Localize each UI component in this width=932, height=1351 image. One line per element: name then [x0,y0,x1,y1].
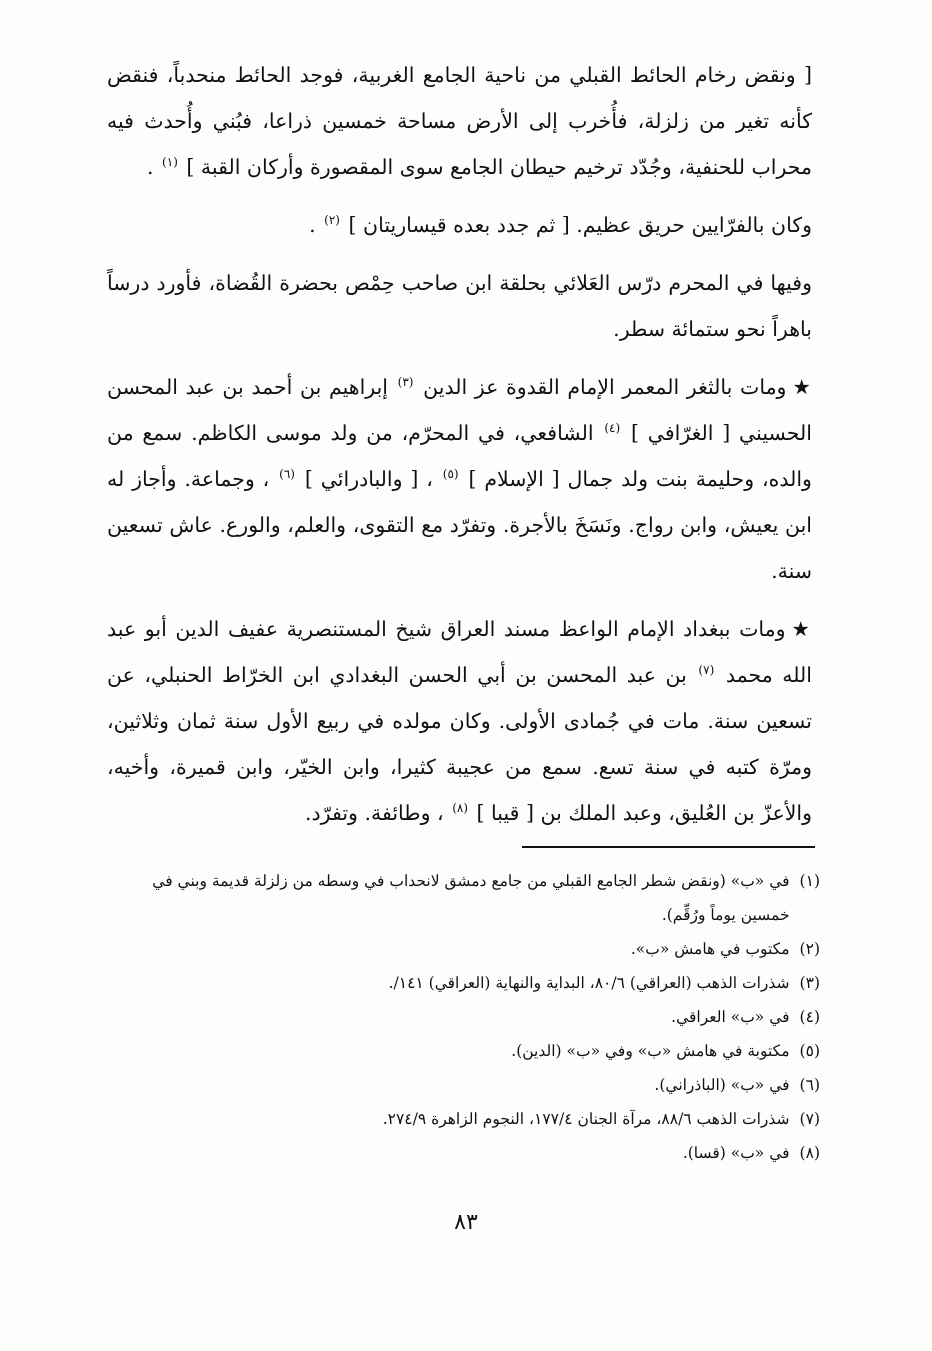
text-segment: ، [ والبادرائي ] [304,467,433,491]
footnote-divider [522,846,815,848]
text-segment: ومات بالثغر المعمر الإمام القدوة عز الدين [423,375,787,399]
page-number: ٨٣ [454,1210,478,1235]
footnote-text: مكتوبة في هامش «ب» وفي «ب» (الدين). [511,1042,790,1060]
footnote-item [110,932,820,966]
footnote-number: (٦) [799,1076,820,1094]
footnote-number: (٧) [799,1110,820,1128]
text-segment: وكان بالفرّايين حريق عظيم. [ ثم جدد بعده قيساريتان ] [348,213,812,237]
text-segment: الشافعي، في المحرّم، من ولد موسى الكاظم. سمع من والده، وحليمة بنت ولد جمال [ الإسلام ] [107,421,812,491]
footnote-reference[interactable]: (٢) [324,213,340,228]
star-marker: ★ [792,375,812,399]
footnote-item [110,1068,820,1102]
paragraph [107,364,812,594]
footnote-item [110,1102,820,1136]
footnote-item [110,1000,820,1034]
footnote-item [110,1136,820,1170]
footnote-number: (٤) [799,1008,820,1026]
footnote-text: في «ب» (ونقض شطر الجامع القبلي من جامع دمشق لانحداب في وسطه من زلزلة قديمة وبني في خمسين يوماً ورُقِّم). [152,872,790,924]
footnote-reference[interactable]: (٧) [698,663,715,678]
text-segment: ، وجماعة. وأجاز له ابن يعيش، وابن رواج. ونَسَخَ بالأجرة. وتفرّد مع التقوى، والعلم، والورع. عاش تسعين سنة. [107,467,812,583]
text-segment: ومات ببغداد الإمام الواعظ مسند العراق شيخ المستنصرية عفيف الدين أبو عبد الله محمد [107,617,812,687]
text-segment: بن عبد المحسن بن أبي الحسن البغدادي ابن الخرّاط الحنبلي، عن تسعين سنة. مات في جُمادى الأولى. وكان مولده في ربيع الأول سنة ثمان وثلاثين، ومرّة كتبه في سنة تسع. سمع من عجيبة كثيرا، وابن الخيّر، وابن قميرة، وأخيه، والأعزّ بن العُليق، وعبد الملك بن [ قيبا ] [107,663,812,825]
text-segment: وفيها في المحرم درّس العَلائي بحلقة ابن صاحب حِمْص بحضرة القُضاة، فأورد درساً باهراً نحو ستمائة سطر. [107,271,812,341]
footnote-text: في «ب» العراقي. [671,1008,790,1026]
footnote-reference[interactable]: (٣) [397,375,414,390]
paragraph [107,52,812,190]
footnote-text: في «ب» (الباذراني). [654,1076,790,1094]
text-segment: إبراهيم بن أحمد بن عبد المحسن الحسيني [ الغرّافي ] [107,375,812,445]
footnote-reference[interactable]: (١) [162,155,178,170]
footnote-reference[interactable]: (٥) [442,467,459,482]
main-text [107,52,812,836]
footnote-number: (١) [799,872,820,890]
footnote-number: (٣) [799,974,820,992]
footnotes-list [110,864,820,1170]
footnote-text: شذرات الذهب ٨٨/٦، مرآة الجنان ١٧٧/٤، النجوم الزاهرة ٢٧٤/٩. [382,1110,790,1128]
footnote-text: مكتوب في هامش «ب». [630,940,790,958]
text-segment: . [309,213,316,237]
footnote-reference[interactable]: (٤) [604,421,621,436]
footnote-number: (٨) [799,1144,820,1162]
text-segment: . [146,155,154,179]
footnote-number: (٥) [799,1042,820,1060]
footnote-item [110,966,820,1000]
text-segment: [ ونقض رخام الحائط القبلي من ناحية الجامع الغربية، فوجد الحائط منحدباً، فنقض كأنه تغير من زلزلة، فأُخرب إلى الأرض مساحة خمسين ذراعا، فبُني وأُحدث فيه محراب للحنفية، وجُدّد ترخيم حيطان الجامع سوى المقصورة وأركان القبة ] [107,63,812,179]
footnote-text: في «ب» (قسا). [682,1144,790,1162]
footnote-text: شذرات الذهب (العراقي) ٨٠/٦، البداية والنهاية (العراقي) ١٤١/. [388,974,790,992]
footnote-number: (٢) [799,940,820,958]
paragraph [107,260,812,352]
star-marker: ★ [791,617,812,641]
footnote-reference[interactable]: (٦) [279,467,295,482]
paragraph [107,606,812,836]
paragraph [107,202,812,248]
footnote-item [110,1034,820,1068]
text-segment: ، وطائفة. وتفرّد. [305,801,444,825]
footnote-reference[interactable]: (٨) [452,801,469,816]
footnote-item [110,864,820,932]
